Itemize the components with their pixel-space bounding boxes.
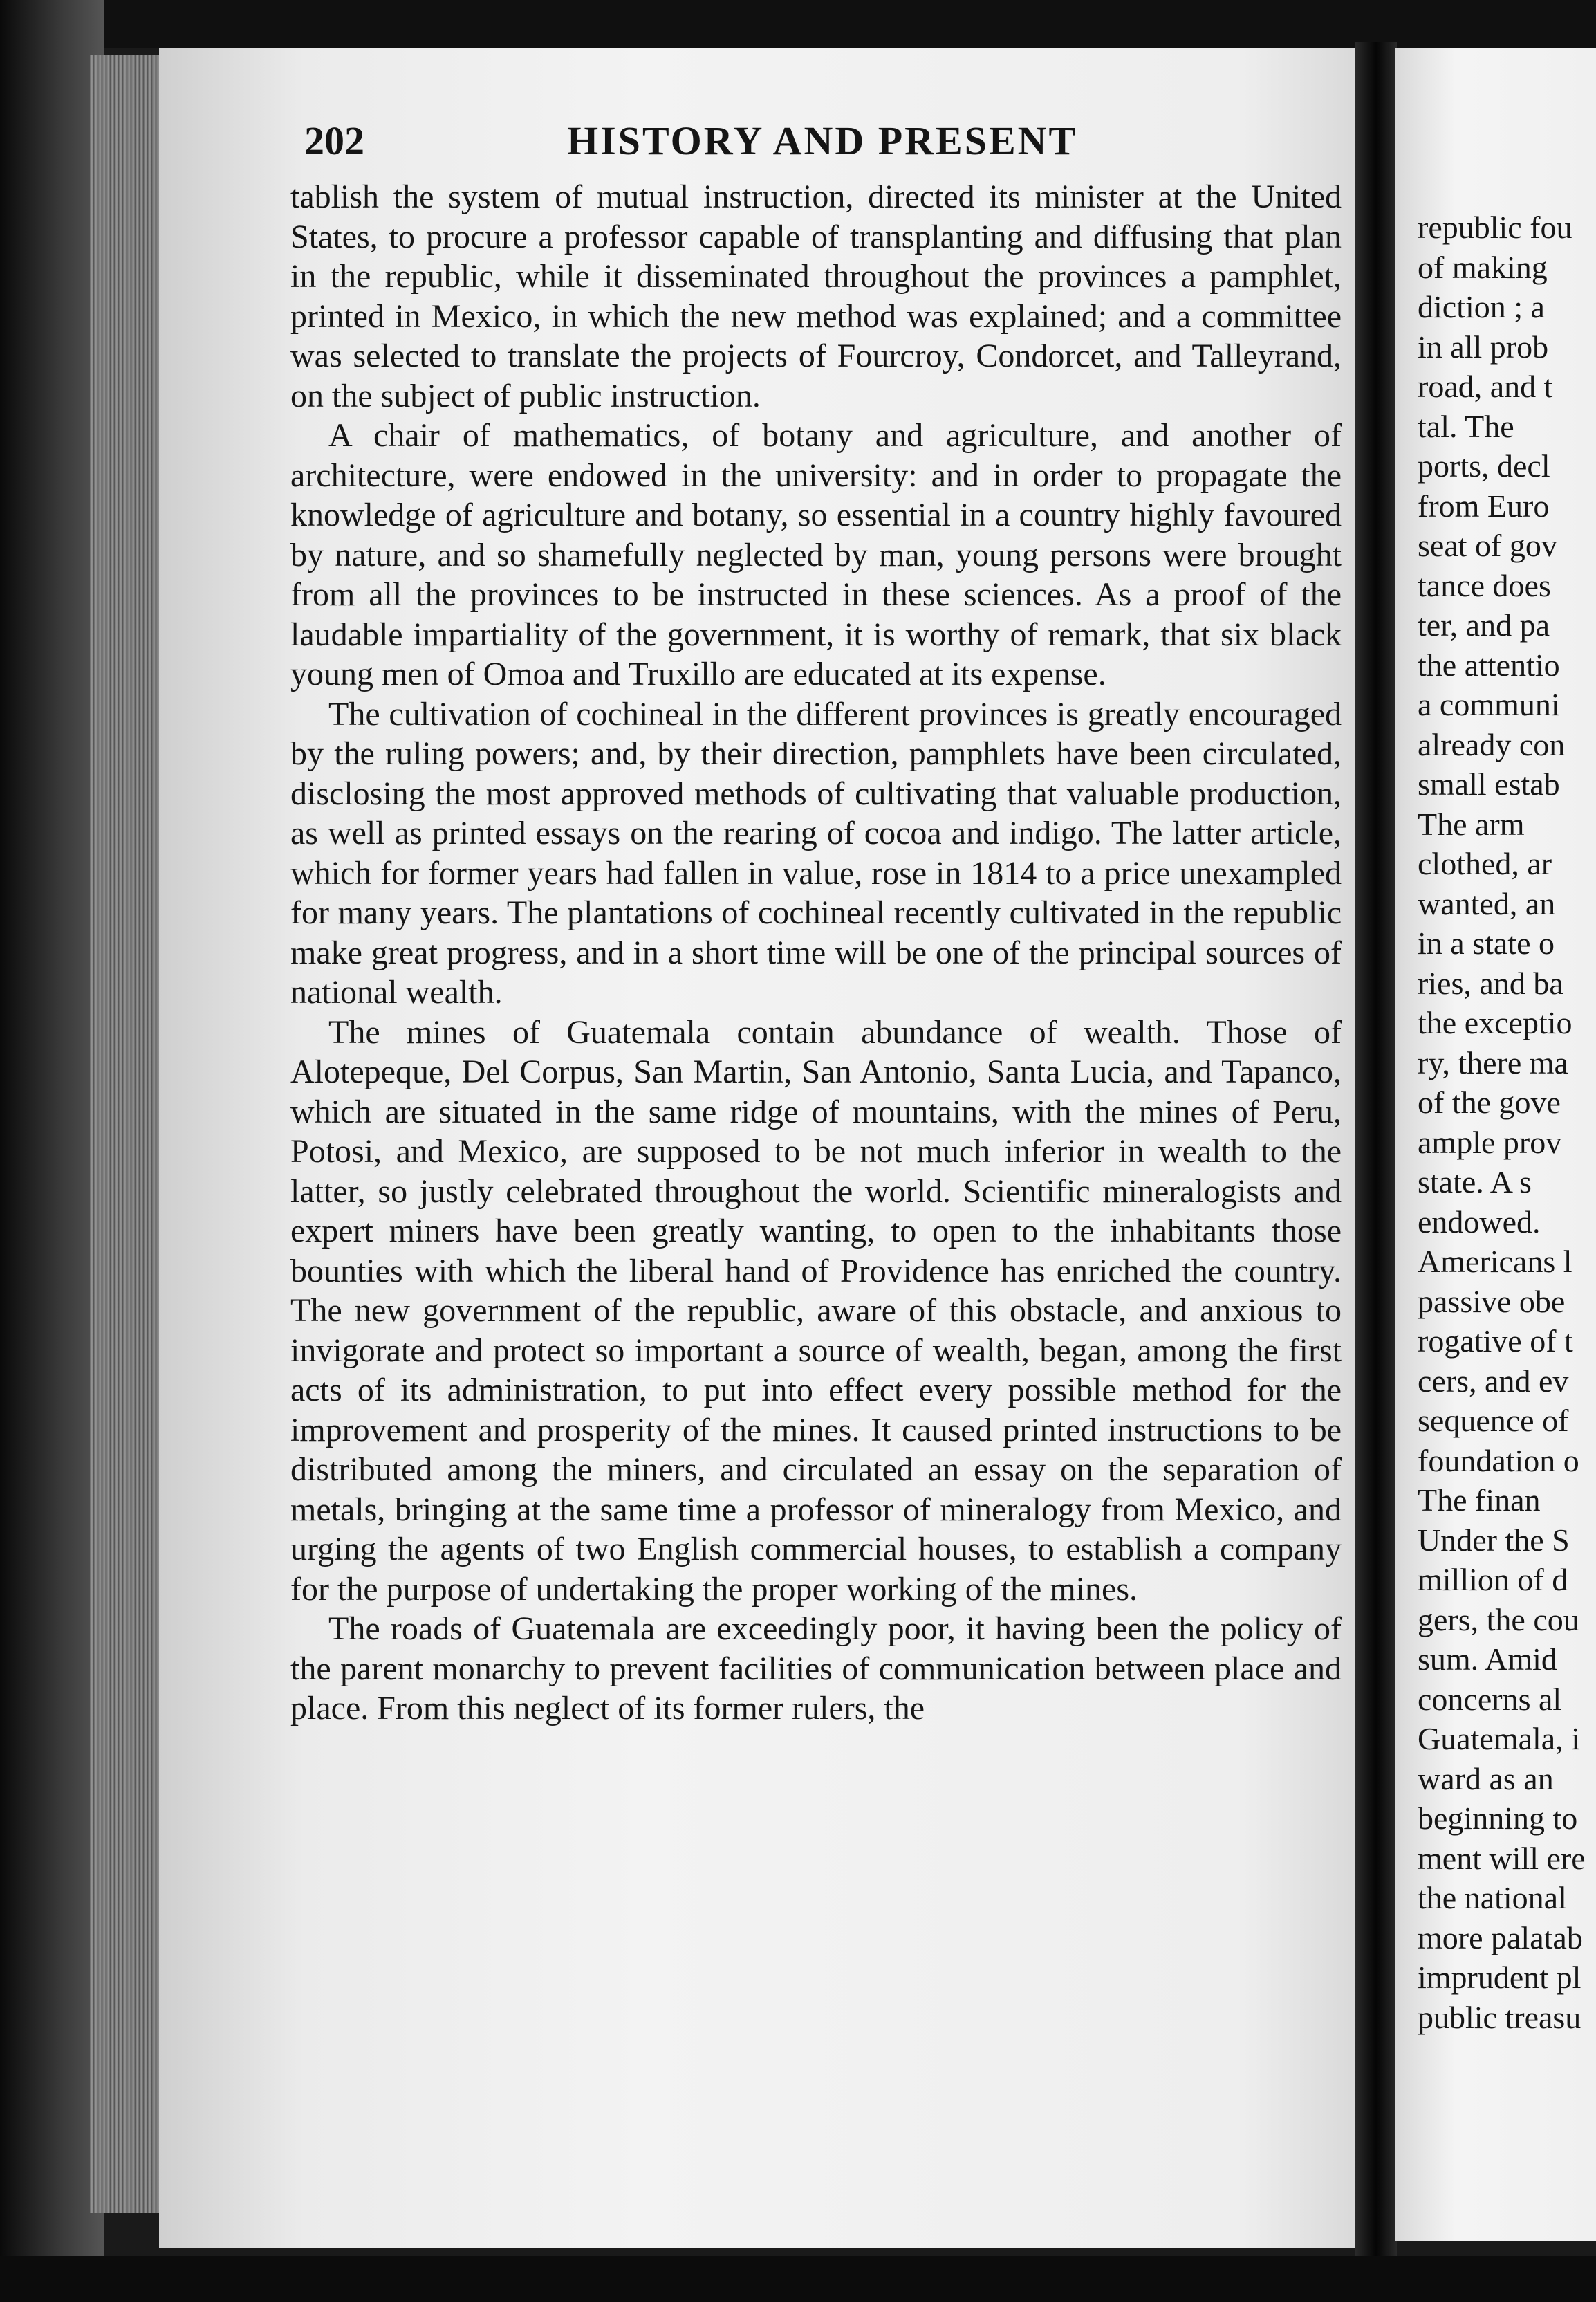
facing-page-line: million of d: [1418, 1562, 1568, 1597]
facing-page-line: ries, and ba: [1418, 965, 1563, 1001]
facing-page-line: diction ; a: [1418, 289, 1545, 324]
book-gutter: [1355, 42, 1397, 2283]
facing-page-line: small estab: [1418, 766, 1560, 802]
facing-page-line: state. A s: [1418, 1164, 1532, 1199]
paragraph: A chair of mathematics, of botany and agriculture, and another of architecture, were endowed in the university: and in order to propagate the knowledge of agriculture and botany, so essential in a country highly favoured by nature, and so shamefully neglected by man, young persons were brought from all the provinces to be instructed in these sciences. As a proof of the laudable impartiality of the government, it is worthy of remark, that six black young men of Omoa and Truxillo are educated at its expense.: [290, 417, 1342, 692]
paragraph: The mines of Guatemala contain abundance of wealth. Those of Alotepeque, Del Corpus, San Martin, San Antonio, Santa Lucia, and Tapanco, which are situated in the same ridge of mountains, with the mines of Peru, Potosi, and Mexico, are supposed to be not much inferior in wealth to the latter, so justly celebrated throughout the world. Scientific mineralogists and expert miners have been greatly wanting, to open to the inhabitants those bounties with which the liberal hand of Providence has enriched the country. The new government of the republic, aware of this obstacle, and anxious to invigorate and protect so important a source of wealth, began, among the first acts of its administration, to put into effect every possible method for the improvement and prosperity of the mines. It caused printed instructions to be distributed among the miners, and circulated an essay on the separation of metals, bringing at the same time a professor of mineralogy from Mexico, and urging the agents of two English commercial houses, to establish a company for the purpose of undertaking the proper working of the mines.: [290, 1013, 1342, 1608]
facing-page-line: ports, decl: [1418, 448, 1550, 484]
scanner-bed-bottom: [0, 2256, 1596, 2302]
facing-page-line: ment will ere: [1418, 1840, 1586, 1876]
facing-page-line: The arm: [1418, 806, 1525, 842]
facing-page-line: a communi: [1418, 687, 1560, 722]
paragraph: The cultivation of cochineal in the different provinces is greatly encouraged by the ruling powers; and, by their direction, pamphlets have been circulated, disclosing the most approved methods of cultivating that valuable production, as well as printed essays on the rearing of cocoa and indigo. The latter article, which for former years had fallen in value, rose in 1814 to a price unexampled for many years. The plantations of cochineal recently cultivated in the republic make great progress, and in a short time will be one of the principal sources of national wealth.: [290, 695, 1342, 1011]
paragraph: tablish the system of mutual instruction, directed its minister at the United States, to procure a professor capable of transplanting and diffusing that plan in the republic, while it disseminated throughout the provinces a pamphlet, printed in Mexico, in which the new method was explained; and a committee was selected to translate the projects of Fourcroy, Condorcet, and Talleyrand, on the subject of public instruction.: [290, 178, 1342, 414]
facing-page-line: public treasu: [1418, 1999, 1581, 2035]
facing-page-line: the exceptio: [1418, 1005, 1572, 1040]
facing-page-line: republic fou: [1418, 210, 1572, 245]
facing-page-line: endowed.: [1418, 1204, 1541, 1240]
paragraph: The roads of Guatemala are exceedingly poor, it having been the policy of the parent monarchy to prevent facilities of communication between place and place. From this neglect of its former rulers, the: [290, 1610, 1342, 1726]
facing-page-line: Americans l: [1418, 1244, 1572, 1279]
facing-page-line: imprudent pl: [1418, 1960, 1581, 1995]
main-text: [290, 177, 1342, 1729]
facing-page-line: in all prob: [1418, 329, 1549, 365]
facing-page-line: already con: [1418, 726, 1566, 762]
running-title: HISTORY AND PRESENT: [567, 118, 1078, 163]
facing-page-line: concerns al: [1418, 1681, 1562, 1717]
facing-page-line: road, and t: [1418, 369, 1553, 404]
facing-page-line: the attentio: [1418, 647, 1560, 683]
facing-page-line: ry, there ma: [1418, 1044, 1568, 1080]
scanner-bed-left: [0, 0, 104, 2302]
facing-page-line: wanted, an: [1418, 885, 1556, 921]
facing-page-line: of making: [1418, 249, 1548, 285]
facing-page-text: [1418, 208, 1596, 2037]
facing-page-line: the national: [1418, 1880, 1567, 1915]
facing-page-line: clothed, ar: [1418, 846, 1552, 881]
facing-page-line: in a state o: [1418, 926, 1555, 961]
facing-page-line: seat of gov: [1418, 528, 1557, 563]
facing-page-line: sequence of: [1418, 1403, 1569, 1438]
facing-page-line: beginning to: [1418, 1801, 1578, 1836]
facing-page-line: Under the S: [1418, 1522, 1570, 1558]
facing-page-line: of the gove: [1418, 1085, 1561, 1120]
facing-page-line: foundation o: [1418, 1442, 1579, 1478]
page-number: 202: [304, 118, 364, 163]
facing-page-line: ward as an: [1418, 1760, 1554, 1796]
facing-page-line: ample prov: [1418, 1124, 1562, 1160]
facing-page-line: rogative of t: [1418, 1323, 1573, 1359]
facing-page-line: passive obe: [1418, 1283, 1566, 1319]
facing-page-line: ter, and pa: [1418, 607, 1550, 643]
facing-page-line: gers, the cou: [1418, 1601, 1579, 1637]
facing-page-line: sum. Amid: [1418, 1641, 1557, 1677]
facing-page-line: from Euro: [1418, 488, 1550, 524]
facing-page-line: tance does: [1418, 567, 1551, 603]
facing-page-line: Guatemala, i: [1418, 1721, 1581, 1756]
running-header: [304, 118, 1342, 173]
facing-page-line: more palatab: [1418, 1919, 1583, 1955]
facing-page-line: The finan: [1418, 1482, 1541, 1518]
facing-page-line: tal. The: [1418, 408, 1514, 444]
facing-page-line: cers, and ev: [1418, 1363, 1569, 1399]
